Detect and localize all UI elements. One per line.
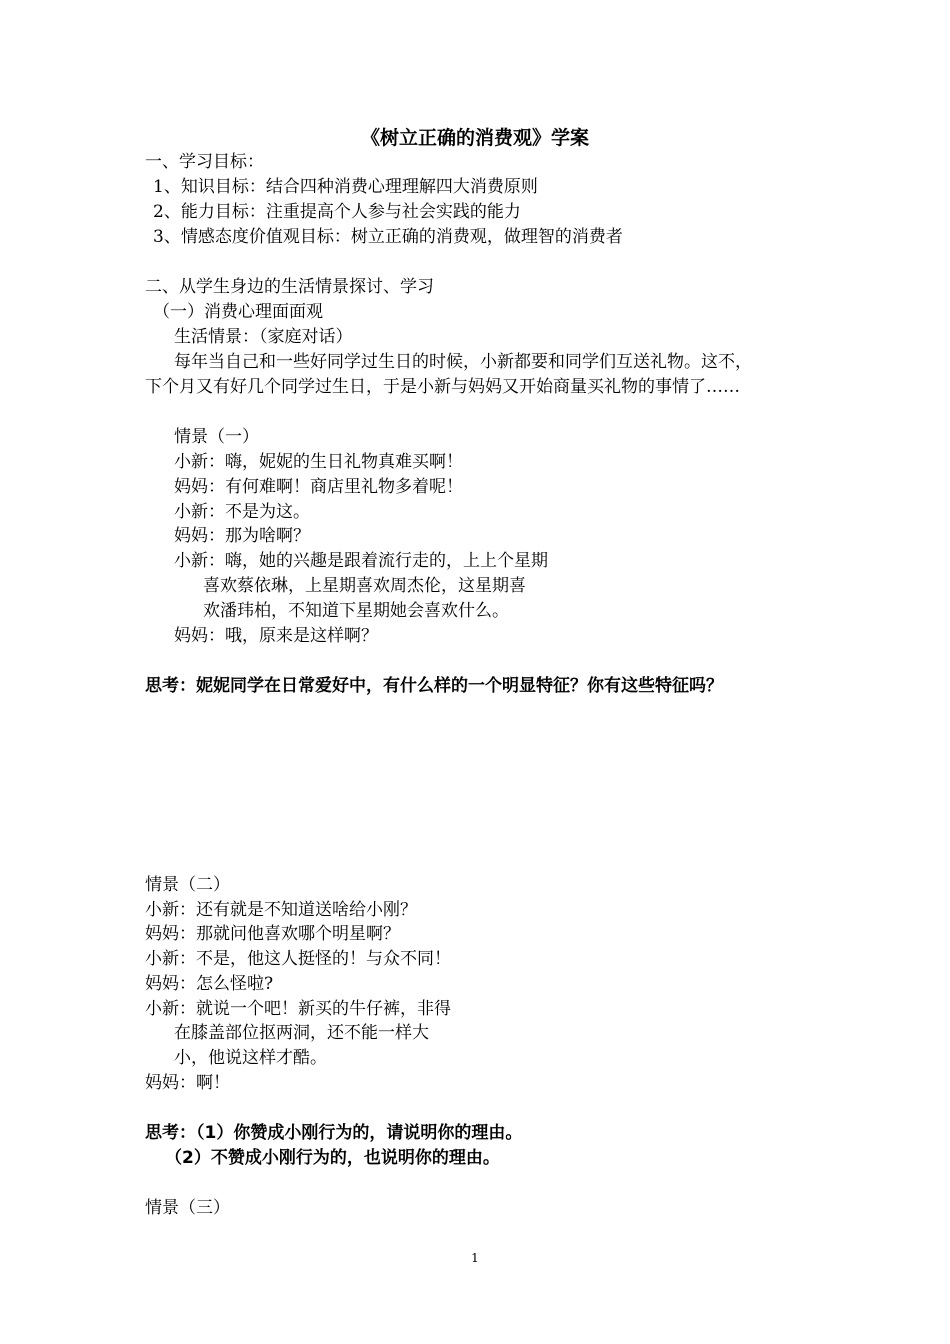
document-title: 《树立正确的消费观》学案 (360, 127, 589, 149)
objective-item-1: 1、知识目标：结合四种消费心理理解四大消费原则 (153, 177, 538, 197)
scene2-dialogue-line: 妈妈：怎么怪啦? (145, 974, 274, 994)
intro-line-2: 下个月又有好几个同学过生日，于是小新与妈妈又开始商量买礼物的事情了…… (145, 377, 740, 397)
section1-heading: 一、学习目标： (145, 152, 264, 172)
scene1-dialogue-line: 小新：不是为这。 (174, 502, 310, 522)
scene2-dialogue-line: 妈妈：啊！ (145, 1073, 230, 1093)
scene1-dialogue-line: 妈妈：有何难啊！商店里礼物多着呢！ (174, 477, 463, 497)
scene2-dialogue-line: 妈妈：那就问他喜欢哪个明星啊？ (145, 924, 400, 944)
scene1-dialogue-line: 小新：嗨，妮妮的生日礼物真难买啊！ (174, 452, 463, 472)
page-number: 1 (471, 1251, 479, 1265)
scene2-dialogue-line: 小新：就说一个吧！新买的牛仔裤，非得 (145, 999, 451, 1019)
scene3-label: 情景（三） (145, 1198, 230, 1218)
intro-line-1: 每年当自己和一些好同学过生日的时候，小新都要和同学们互送礼物。这不， (174, 352, 752, 372)
objective-item-3: 3、情感态度价值观目标：树立正确的消费观，做理智的消费者 (153, 227, 623, 247)
section2-subheading: （一）消费心理面面观 (153, 302, 323, 322)
scene1-dialogue-line: 喜欢蔡依琳，上星期喜欢周杰伦，这星期喜 (203, 576, 526, 596)
scene1-dialogue-line: 妈妈：那为啥啊？ (174, 526, 310, 546)
scene1-dialogue-line: 欢潘玮柏，不知道下星期她会喜欢什么。 (203, 601, 509, 621)
scene1-think-question: 思考：妮妮同学在日常爱好中，有什么样的一个明显特征？你有这些特征吗？ (145, 676, 723, 696)
scene2-dialogue-line: 在膝盖部位抠两洞，还不能一样大 (174, 1023, 429, 1043)
scene2-think-question-1: 思考：（1）你赞成小刚行为的，请说明你的理由。 (145, 1123, 523, 1143)
scene2-dialogue-line: 小新：不是，他这人挺怪的！与众不同！ (145, 949, 451, 969)
scene2-label: 情景（二） (145, 875, 230, 895)
section2-heading: 二、从学生身边的生活情景探讨、学习 (145, 277, 434, 297)
scene1-label: 情景（一） (174, 427, 259, 447)
scene2-think-question-2: （2）不赞成小刚行为的，也说明你的理由。 (165, 1148, 500, 1168)
scene2-dialogue-line: 小新：还有就是不知道送啥给小刚？ (145, 900, 417, 920)
objective-item-2: 2、能力目标：注重提高个人参与社会实践的能力 (153, 202, 521, 222)
scene2-dialogue-line: 小，他说这样才酷。 (174, 1048, 327, 1068)
scene1-dialogue-line: 小新：嗨，她的兴趣是跟着流行走的，上上个星期 (174, 551, 548, 571)
scene1-dialogue-line: 妈妈：哦，原来是这样啊？ (174, 626, 378, 646)
context-label: 生活情景：（家庭对话） (174, 327, 353, 347)
